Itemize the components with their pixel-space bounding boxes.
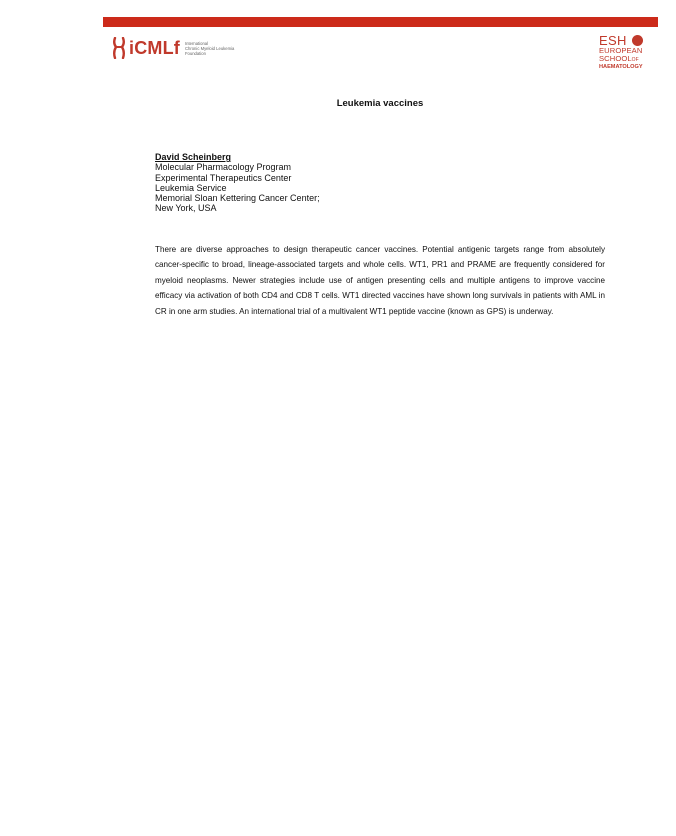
icmlf-wordmark: iCMLf (129, 38, 180, 58)
author-block (155, 152, 320, 214)
author-affiliation: Leukemia Service (155, 182, 227, 193)
esh-logo: ESH EUROPEAN SCHOOLOF HAEMATOLOGY (599, 33, 643, 70)
document-title: Leukemia vaccines (336, 98, 424, 109)
author-affiliation: New York, USA (155, 203, 217, 214)
abstract-paragraph: There are diverse approaches to design therapeutic cancer vaccines. Potential antigenic targets range from absolutely cancer-specific to broad, lineage-associated targets and whole cells. WT1, PR1 and PRAME are frequently considered for myeloid neoplasms. Newer strategies include use of antigen presenting cells and multiple antigens to improve vaccine efficacy via activation of both CD4 and CD8 T cells. WT1 directed vaccines have shown long survivals in patients with AML in CR in one arm studies. An international trial of a multivalent WT1 peptide vaccine (known as GPS) is underway. (155, 245, 605, 316)
icmlf-logo (112, 36, 234, 60)
header-accent-bar (103, 17, 658, 27)
icmlf-subtitle: International Chronic Myeloid Leukemia Foundation (184, 40, 235, 56)
author-name: David Scheinberg (155, 152, 232, 162)
esh-dot-icon (632, 35, 643, 46)
author-affiliation: Experimental Therapeutics Center (155, 172, 292, 183)
esh-acronym: ESH (599, 33, 627, 48)
author-affiliation: Molecular Pharmacology Program (155, 162, 292, 173)
chromosome-icon (112, 37, 126, 59)
author-affiliation: Memorial Sloan Kettering Cancer Center; (155, 193, 320, 204)
